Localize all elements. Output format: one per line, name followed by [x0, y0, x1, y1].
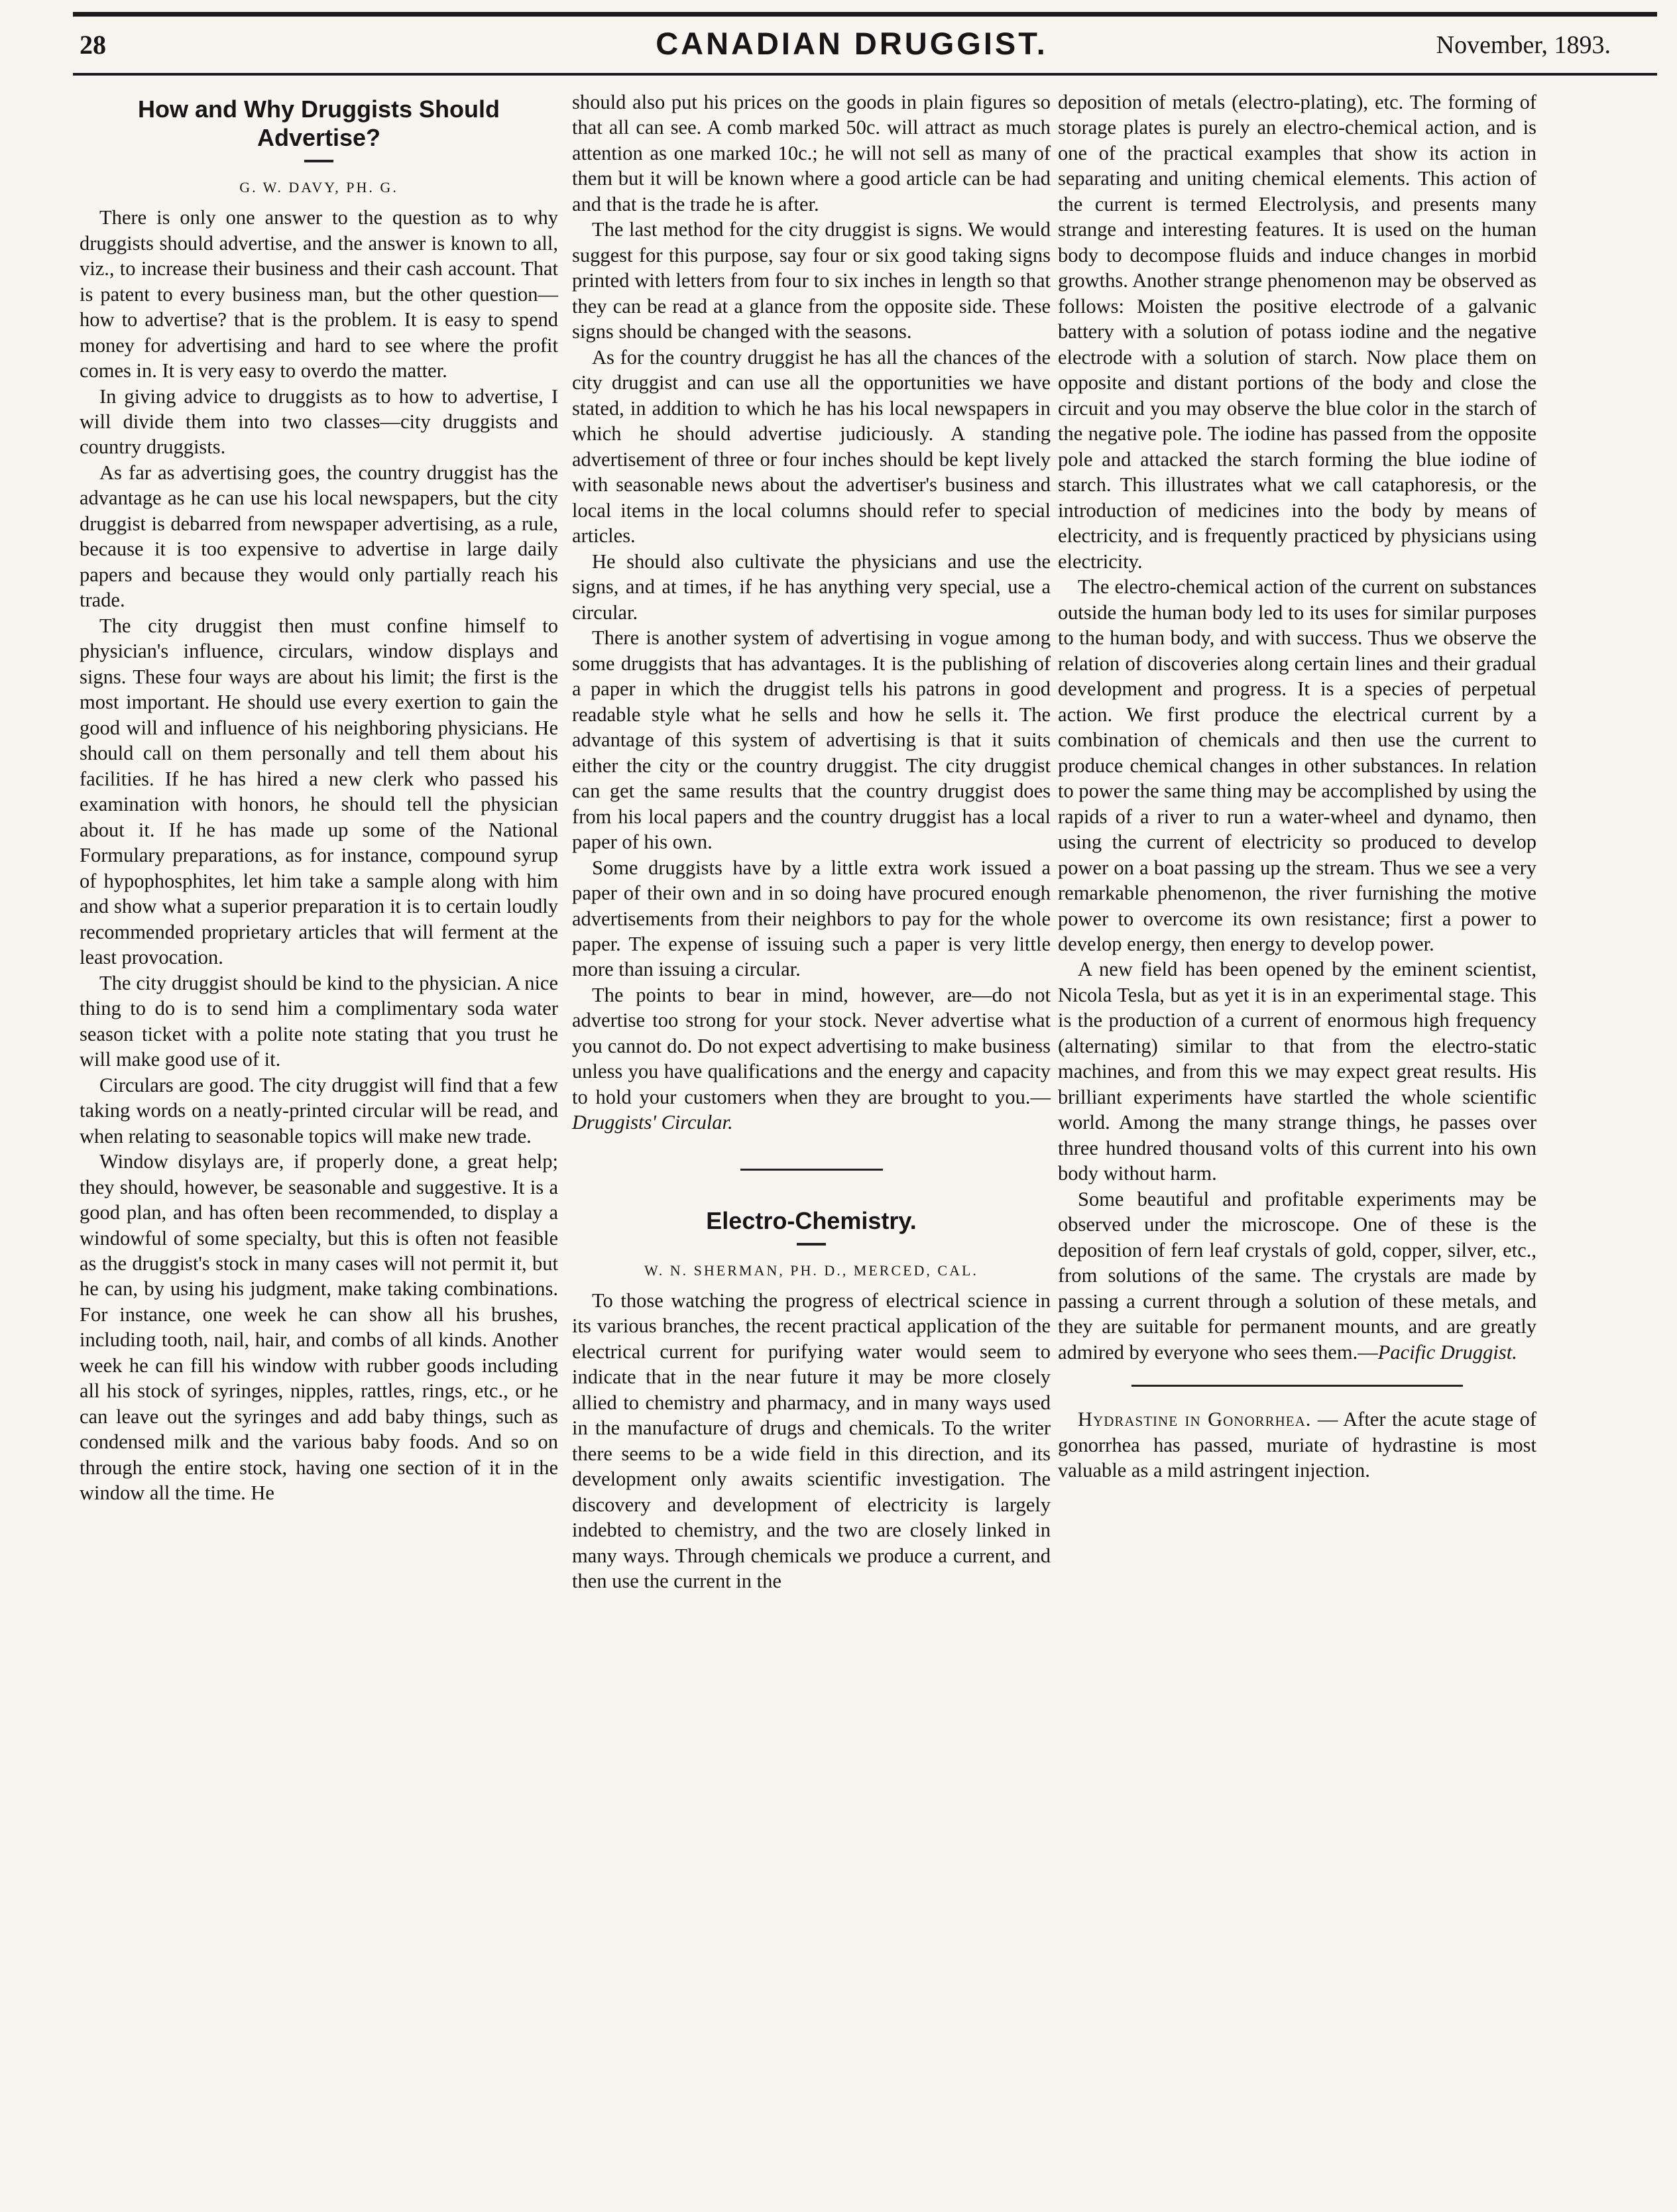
paragraph: A new field has been opened by the eminent scientist, Nicola Tesla, but as yet it is in an experimental stage. This is the production of a current of enormous high frequency (alternating) similar to that from the electro-static machines, and from this we may expect great results. His brilliant experiments have startled the whole scientific world. Among the many strange things, he passes over three hundred thousand volts of this current into his own body without harm.	[1058, 958, 1536, 1185]
title-rule	[304, 160, 333, 162]
paragraph: The city druggist should be kind to the physician. A nice thing to do is to send him a complimentary soda water season ticket with a polite note stating that you trust he will make good use of it.	[80, 971, 558, 1071]
section-divider	[740, 1169, 883, 1171]
header-rule	[73, 73, 1657, 76]
hydrastine-note	[1058, 1407, 1536, 1483]
paragraph: Some druggists have by a little extra work issued a paper of their own and in so doing have procured enough advertisements from their neighbors to pay for the whole paper. The expense of issuing such a paper is very little more than issuing a circular.	[572, 856, 1051, 981]
column-3	[1058, 89, 1536, 1484]
source-pacific-druggist: Pacific Druggist.	[1377, 1340, 1517, 1364]
column-1	[80, 89, 558, 1506]
paragraph: deposition of metals (electro-plating), etc. The forming of storage plates is purely an electro-chemical action, and is one of the practical examples that show its action in separating and uniting chemical elements. This action of the current is termed Electrolysis, and presents many strange and interesting features. It is used on the human body to decompose fluids and induce changes in morbid growths. Another strange phenomenon may be observed as follows: Moisten the positive electrode of a galvanic battery with a solution of potass iodine and the negative electrode with a solution of starch. Now place them on opposite and distant portions of the body and close the circuit and you may observe the blue color in the starch of the negative pole. The iodine has passed from the opposite pole and attacked the starch forming the blue iodine of starch. This illustrates what we call cataphoresis, or the introduction of medicines into the body by means of electricity, and is frequently practiced by physicians using electricity.	[1058, 91, 1536, 573]
paragraph-text: The points to bear in mind, however, are—do not advertise too strong for your stock. Never advertise what you cannot do. Do not expect advertising to make business unless you have qualifications and the energy and capacity to hold your customers when they are brought to you.—	[572, 983, 1051, 1108]
page-number: 28	[80, 30, 106, 60]
issue-date: November, 1893.	[1436, 31, 1611, 59]
paragraph: The electro-chemical action of the current on substances outside the human body led to its uses for similar purposes to the human body, and with success. Thus we observe the relation of discoveries along certain lines and their gradual development and progress. It is a species of perpetual action. We first produce the electrical current by a combination of chemicals and then use the current to produce chemical changes in other substances. In relation to power the same thing may be accomplished by using the rapids of a river to run a water-wheel and dynamo, then using the current of electricity so produced to develop power on a boat passing up the stream. Thus we see a very remarkable phenomenon, the river furnishing the motive power to overcome its own resistance; first a power to develop energy, then energy to develop power.	[1058, 575, 1536, 955]
paragraph-text: Some beautiful and profitable experiments may be observed under the microscope. One of these is the deposition of fern leaf crystals of gold, copper, silver, etc., from solutions of the same. The crystals are made by passing a current through a solution of these metals, and they are suitable for permanent mounts, and are greatly admired by everyone who sees them.—	[1058, 1187, 1536, 1364]
paragraph-with-source	[1058, 1187, 1536, 1365]
paragraph: There is only one answer to the question as to why druggists should advertise, and the answer is known to all, viz., to increase their business and their cash account. That is patent to every business man, but the other question—how to advertise? that is the problem. It is easy to spend money for advertising and hard to see where the profit comes in. It is very easy to overdo the matter.	[80, 206, 558, 382]
title-rule	[797, 1243, 826, 1246]
paragraph: should also put his prices on the goods in plain figures so that all can see. A comb marked 50c. will attract as much attention as one marked 10c.; he will not sell as many of them but it will be known where a good article can be had and that is the trade he is after.	[572, 91, 1051, 215]
paragraph: As for the country druggist he has all the chances of the city druggist and can use all the opportunities we have stated, in addition to which he has his local newspapers in which he should advertise judiciously. A standing advertisement of three or four inches should be kept lively with seasonable news about the advertiser's business and local items in the local columns should refer to special articles.	[572, 345, 1051, 548]
paragraph: To those watching the progress of electrical science in its various branches, the recent practical application of the electrical current for purifying water would seem to indicate that in the near future it may be more closely allied to chemistry and pharmacy, and in many ways used in the manufacture of drugs and chemicals. To the writer there seems to be a wide field in this direction, and its development only awaits scientific investigation. The discovery and development of electricity is largely indebted to chemistry, and the two are closely linked in many ways. Through chemicals we produce a current, and then use the current in the	[572, 1289, 1051, 1593]
section-divider	[1131, 1385, 1463, 1387]
column-2	[572, 89, 1051, 1594]
paragraph: There is another system of advertising in vogue among some druggists that has advantages. It is the publishing of a paper in which the druggist tells his patrons in good readable style what he sells and how he sells it. The advantage of this system of advertising is that it suits either the city or the country druggist. The city druggist can get the same results that the country druggist does from his local papers and the country druggist has a local paper of his own.	[572, 626, 1051, 854]
paragraph: Window disylays are, if properly done, a great help; they should, however, be seasonable and suggestive. It is a good plan, and has often been recommended, to display a windowful of some specialty, but this is often not feasible as the druggist's stock in many cases will not permit it, but he can, by using his judgment, make taking combinations. For instance, one week he can show all his brushes, including tooth, nail, hair, and combs of all kinds. Another week he can fill his window with rubber goods including all his stock of syringes, nipples, rattles, rings, etc., or he can leave out the syringes and add baby things, such as condensed milk and the various baby foods. And so on through the entire stock, having one section of it in the window all the time. He	[80, 1150, 558, 1505]
paragraph: The city druggist then must confine himself to physician's influence, circulars, window displays and signs. These four ways are about his limit; the first is the most important. He should use every exertion to gain the good will and influence of his neighboring physicians. He should call on them personally and tell them about his facilities. If he has hired a new clerk who passed his examination with honors, he should tell the physician about it. If he has made up some of the National Formulary preparations, as for instance, compound syrup of hypophosphites, let him take a sample along with him and show what a superior preparation it is to certain loudly recommended proprietary articles that will ferment at the least provocation.	[80, 614, 558, 969]
paragraph: As far as advertising goes, the country druggist has the advantage as he can use his local newspapers, but the city druggist is debarred from newspaper advertising, as a rule, because it is too expensive to advertise in large daily papers and because they would only partially reach his trade.	[80, 461, 558, 612]
article-title-advertise: How and Why Druggists Should Advertise?	[138, 95, 500, 152]
article-title-electro-chemistry: Electro-Chemistry.	[706, 1206, 917, 1234]
byline-davy: G. W. DAVY, PH. G.	[239, 179, 398, 196]
paragraph-with-source	[572, 982, 1051, 1135]
paragraph: The last method for the city druggist is signs. We would suggest for this purpose, say four or six good taking signs printed with letters from four to six inches in length so that they can be read at a glance from the opposite side. These signs should be changed with the seasons.	[572, 218, 1051, 343]
note-heading: Hydrastine in Gonorrhea.	[1078, 1408, 1312, 1431]
paragraph: Circulars are good. The city druggist will find that a few taking words on a neatly-printed circular will be read, and when relating to seasonable topics will make new trade.	[80, 1073, 558, 1147]
running-header	[73, 25, 1631, 72]
note-text: — After the acute stage of gonorrhea has passed, muriate of hydrastine is most valuable as a mild astringent injection.	[1058, 1408, 1536, 1482]
byline-sherman: W. N. SHERMAN, PH. D., MERCED, CAL.	[644, 1262, 978, 1279]
paragraph: He should also cultivate the physicians and use the signs, and at times, if he has anything very special, use a circular.	[572, 550, 1051, 624]
paragraph: In giving advice to druggists as to how to advertise, I will divide them into two classes—city druggists and country druggists.	[80, 384, 558, 459]
journal-title: CANADIAN DRUGGIST.	[656, 26, 1048, 61]
top-rule	[73, 12, 1657, 17]
source-druggists-circular: Druggists' Circular.	[572, 1111, 733, 1134]
